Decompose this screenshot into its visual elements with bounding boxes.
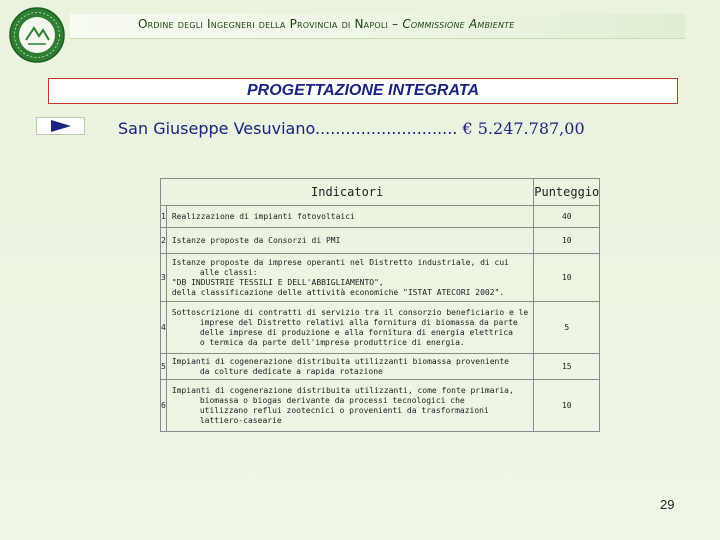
table-row [161, 228, 600, 254]
header-title: Ordine degli Ingegneri della Provincia di Napoli – Commissione Ambiente [138, 17, 515, 31]
row-number: 2 [161, 228, 167, 254]
description-line: lattiero-casearie [199, 415, 282, 425]
description-line: o termica da parte dell'impresa produttrice di energia. [199, 337, 465, 347]
table-row [161, 206, 600, 228]
description-line: Istanze proposte da Consorzi di PMI [171, 235, 341, 245]
location-name: San Giuseppe Vesuviano............................ [118, 119, 458, 138]
order-logo-icon [8, 6, 66, 64]
page-number: 29 [660, 497, 675, 512]
description-line: Impianti di cogenerazione distribuita utilizzanti, come fonte primaria, [171, 385, 514, 395]
description-line: biomassa o biogas derivante da processi tecnologici che [199, 395, 465, 405]
location-line [118, 119, 585, 138]
table-row [161, 380, 600, 432]
description-line: Realizzazione di impianti fotovoltaici [171, 211, 355, 221]
row-description [166, 302, 533, 354]
table-row [161, 354, 600, 380]
row-description [166, 228, 533, 254]
description-line: "DB INDUSTRIE TESSILI E DELL'ABBIGLIAMENTO", [171, 277, 384, 287]
description-line: Sottoscrizione di contratti di servizio tra il consorzio beneficiario e le [171, 307, 529, 317]
description-line: della classificazione delle attività economiche "ISTAT ATECORI 2002". [171, 287, 505, 297]
description-line: delle imprese di produzione e alla fornitura di energia elettrica [199, 327, 513, 337]
section-banner [48, 78, 678, 104]
row-score: 15 [534, 354, 600, 380]
description-line: Impianti di cogenerazione distribuita utilizzanti biomassa proveniente [171, 356, 509, 366]
row-number: 4 [161, 302, 167, 354]
row-number: 6 [161, 380, 167, 432]
indicators-table [160, 178, 600, 432]
row-number: 5 [161, 354, 167, 380]
row-score: 5 [534, 302, 600, 354]
row-score: 10 [534, 380, 600, 432]
row-number: 1 [161, 206, 167, 228]
table-row [161, 254, 600, 302]
row-description [166, 206, 533, 228]
row-description [166, 254, 533, 302]
description-line: alle classi: [199, 267, 258, 277]
description-line: Istanze proposte da imprese operanti nel Distretto industriale, di cui [171, 257, 509, 267]
header-indicators: Indicatori [161, 179, 534, 206]
row-number: 3 [161, 254, 167, 302]
description-line: da colture dedicate a rapida rotazione [199, 366, 383, 376]
row-description [166, 380, 533, 432]
table-row [161, 302, 600, 354]
row-score: 40 [534, 206, 600, 228]
description-line: utilizzano reflui zootecnici o provenienti da trasformazioni [199, 405, 489, 415]
row-score: 10 [534, 228, 600, 254]
play-arrow-button[interactable] [36, 117, 85, 135]
row-description [166, 354, 533, 380]
play-arrow-icon [51, 120, 71, 132]
description-line: imprese del Distretto relativi alla fornitura di biomassa da parte [199, 317, 518, 327]
banner-title: PROGETTAZIONE INTEGRATA [247, 82, 479, 99]
header-score: Punteggio [534, 179, 600, 206]
row-score: 10 [534, 254, 600, 302]
location-amount: € 5.247.787,00 [457, 119, 585, 138]
